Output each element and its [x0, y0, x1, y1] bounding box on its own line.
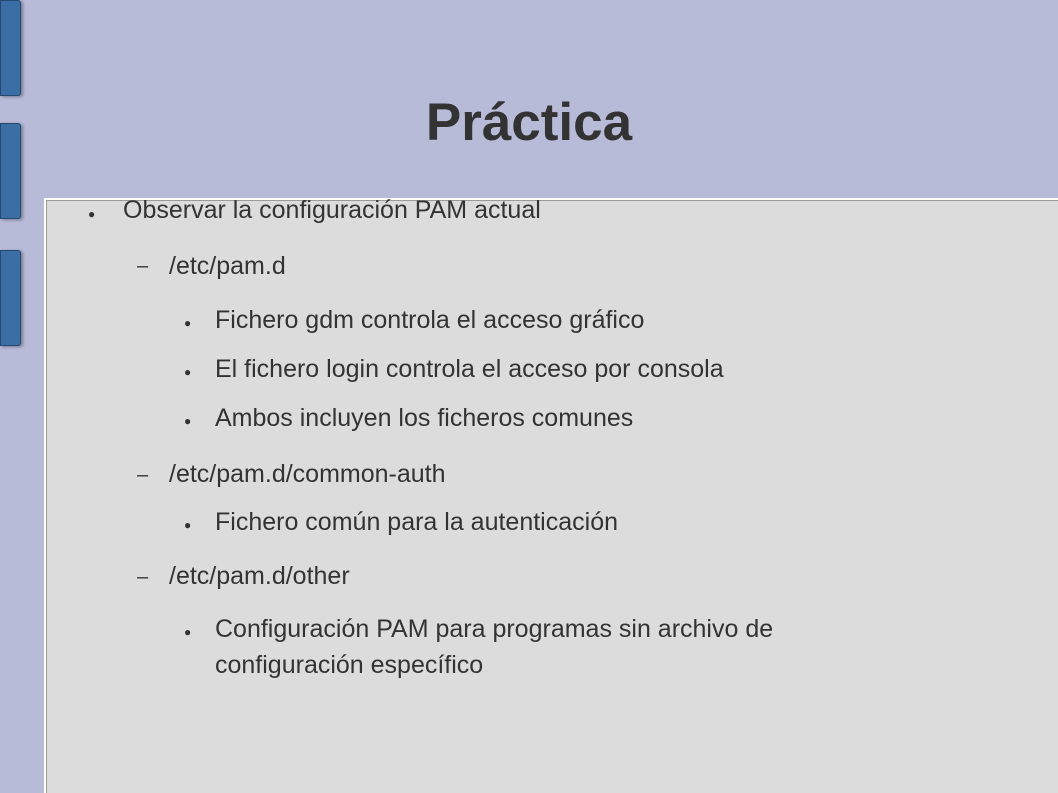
list-item: Configuración PAM para programas sin archivo de — [215, 615, 774, 643]
list-item: Fichero gdm controla el acceso gráfico — [215, 306, 645, 334]
list-item: /etc/pam.d — [169, 252, 286, 280]
content-panel — [44, 198, 1058, 793]
bullet-dot-icon: ● — [184, 365, 192, 379]
decorative-side-bar — [0, 0, 21, 96]
list-item: El fichero login controla el acceso por consola — [215, 355, 724, 383]
list-item: Ambos incluyen los ficheros comunes — [215, 404, 634, 432]
bullet-dash-icon: – — [137, 255, 149, 277]
list-item: /etc/pam.d/common-auth — [169, 460, 446, 488]
list-item-continuation: configuración específico — [215, 651, 484, 679]
decorative-side-bar — [0, 250, 21, 346]
bullet-dot-icon: ● — [184, 414, 192, 428]
bullet-dot-icon: ● — [184, 625, 192, 639]
bullet-dot-icon: ● — [184, 518, 192, 532]
bullet-dot-icon: ● — [184, 316, 192, 330]
list-item: /etc/pam.d/other — [169, 562, 350, 590]
bullet-dot-icon: ● — [88, 207, 96, 221]
list-item: Fichero común para la autenticación — [215, 508, 619, 536]
slide-title: Práctica — [425, 93, 633, 152]
list-item: Observar la configuración PAM actual — [123, 196, 541, 224]
bullet-dash-icon: – — [137, 566, 149, 588]
bullet-dash-icon: – — [137, 464, 149, 486]
